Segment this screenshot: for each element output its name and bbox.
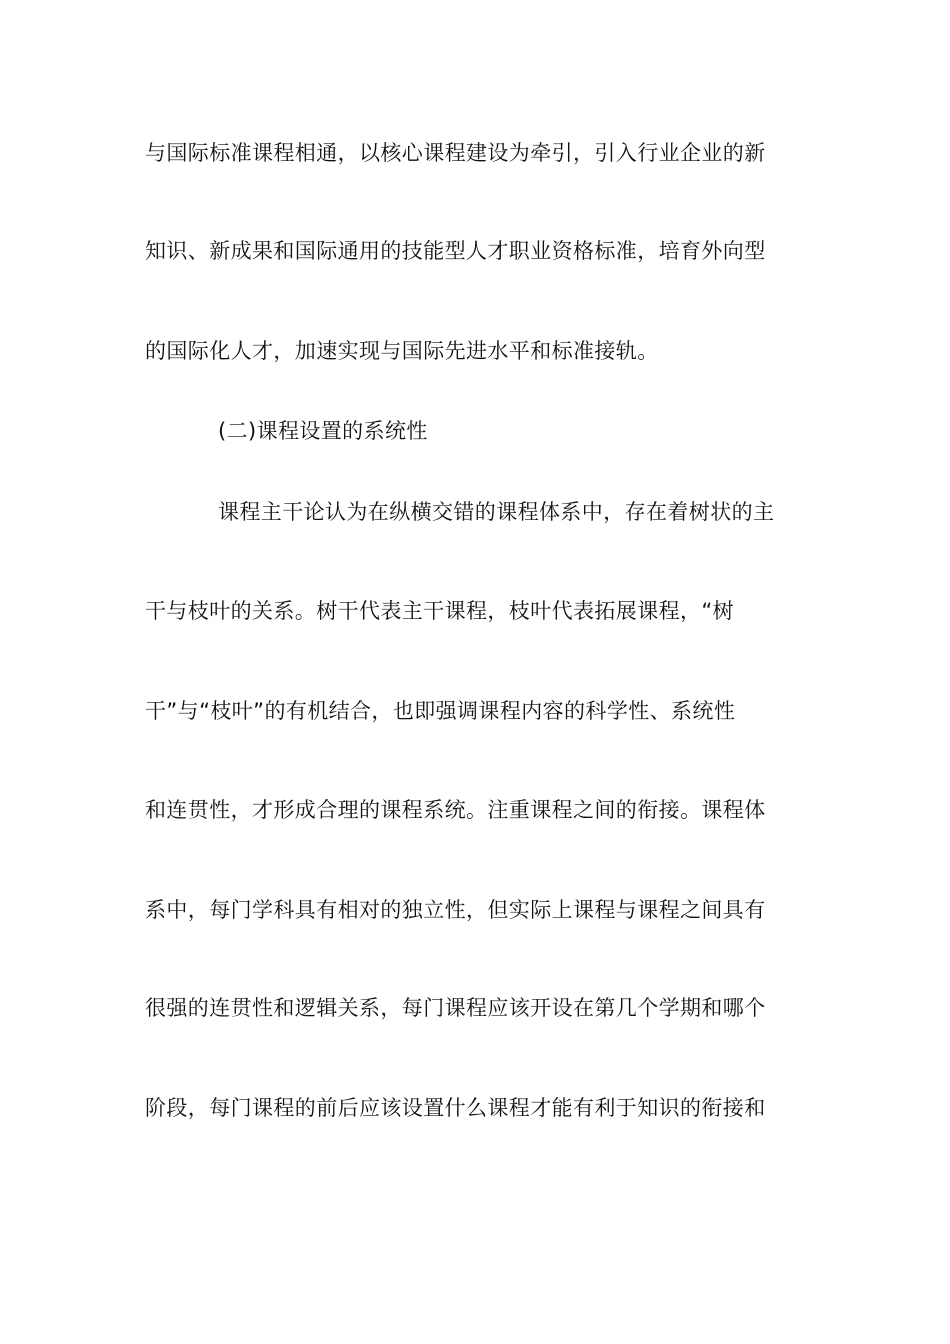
paragraph-line: 系中，每门学科具有相对的独立性，但实际上课程与课程之间具有 [145,898,766,922]
section-heading: (二)课程设置的系统性 [218,419,428,443]
paragraph-line: 干与枝叶的关系。树干代表主干课程，枝叶代表拓展课程，“树 [145,599,735,623]
text-line: 的国际化人才，加速实现与国际先进水平和标准接轨。 [145,339,659,363]
text-line: 与国际标准课程相通，以核心课程建设为牵引，引入行业企业的新 [145,141,766,165]
paragraph-line: 阶段，每门课程的前后应该设置什么课程才能有利于知识的衔接和 [145,1096,766,1120]
paragraph-line: 和连贯性，才形成合理的课程系统。注重课程之间的衔接。课程体 [145,798,766,822]
paragraph-line: 很强的连贯性和逻辑关系，每门课程应该开设在第几个学期和哪个 [145,996,766,1020]
text-line: 知识、新成果和国际通用的技能型人才职业资格标准，培育外向型 [145,239,766,263]
paragraph-line: 课程主干论认为在纵横交错的课程体系中，存在着树状的主 [218,500,775,524]
paragraph-line: 干”与“枝叶”的有机结合，也即强调课程内容的科学性、系统性 [145,699,736,723]
